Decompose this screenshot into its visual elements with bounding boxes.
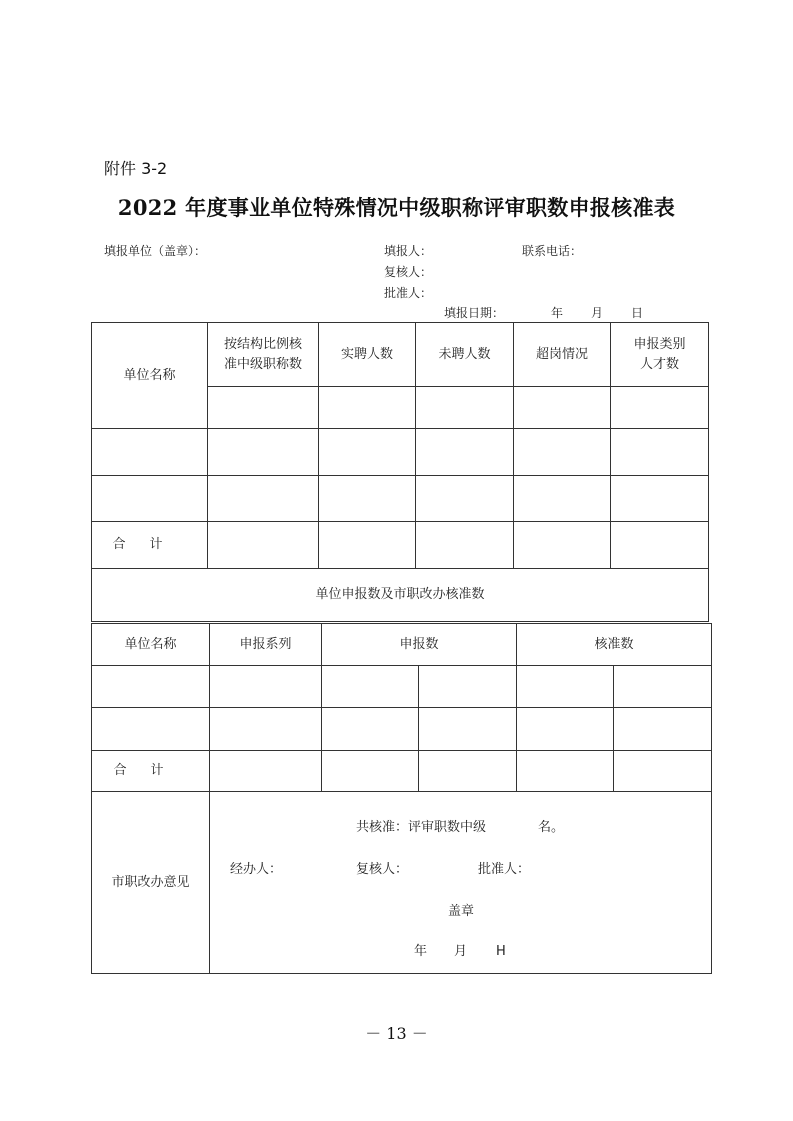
table-cell[interactable] xyxy=(419,708,517,751)
page-number: － 13 － xyxy=(365,1024,428,1043)
header-unit-name: 单位名称 xyxy=(92,323,208,429)
table-cell[interactable] xyxy=(322,666,419,708)
date-month: 月 xyxy=(591,306,604,320)
table-cell[interactable] xyxy=(614,708,712,751)
table-cell[interactable] xyxy=(611,429,709,476)
table-cell[interactable] xyxy=(419,751,517,792)
table-cell[interactable] xyxy=(614,751,712,792)
total-row xyxy=(92,522,709,569)
table-cell[interactable] xyxy=(416,476,514,522)
table-cell[interactable] xyxy=(92,476,208,522)
table-cell[interactable] xyxy=(614,666,712,708)
table-cell[interactable] xyxy=(514,387,611,429)
page-title: 2022 年度事业单位特殊情况中级职称评审职数申报核准表 xyxy=(117,195,676,220)
reviewer-label: 复核人： xyxy=(384,265,433,279)
table-cell[interactable] xyxy=(416,429,514,476)
table-cell[interactable] xyxy=(611,387,709,429)
table-cell[interactable] xyxy=(517,751,614,792)
date-year: 年 xyxy=(551,306,564,320)
op-day: H xyxy=(496,944,506,959)
table-cell[interactable] xyxy=(611,476,709,522)
table-cell[interactable] xyxy=(319,522,416,569)
table-cell[interactable] xyxy=(210,708,322,751)
opinion-area xyxy=(210,792,712,974)
table-cell[interactable] xyxy=(322,708,419,751)
table-row xyxy=(92,708,712,751)
header-unhired: 未聘人数 xyxy=(416,323,514,387)
table-cell[interactable] xyxy=(419,666,517,708)
table-row xyxy=(92,476,709,522)
table-row xyxy=(92,429,709,476)
table-cell[interactable] xyxy=(517,666,614,708)
table-cell[interactable] xyxy=(416,387,514,429)
handler-label: 经办人： xyxy=(230,862,283,877)
approved-count-suffix: 名。 xyxy=(538,820,565,835)
header-unit-name-2: 单位名称 xyxy=(92,624,210,666)
table-cell[interactable] xyxy=(322,751,419,792)
op-approver-label: 批准人： xyxy=(478,862,531,877)
total-label: 合计 xyxy=(92,522,208,569)
table-cell[interactable] xyxy=(210,666,322,708)
table-row xyxy=(92,666,712,708)
table-cell[interactable] xyxy=(208,522,319,569)
table-cell[interactable] xyxy=(92,708,210,751)
header-over-post: 超岗情况 xyxy=(514,323,611,387)
date-label: 填报日期： xyxy=(444,306,505,320)
table-cell[interactable] xyxy=(92,666,210,708)
opinion-label: 市职改办意见 xyxy=(92,792,210,974)
table-cell[interactable] xyxy=(517,708,614,751)
table-cell[interactable] xyxy=(416,522,514,569)
table-cell[interactable] xyxy=(208,429,319,476)
approved-count-prefix: 共核准：评审职数中级 xyxy=(356,820,487,835)
table-cell[interactable] xyxy=(514,522,611,569)
op-month: 月 xyxy=(454,944,468,959)
filler-label: 填报人： xyxy=(384,244,433,258)
table-cell[interactable] xyxy=(319,429,416,476)
table-cell[interactable] xyxy=(208,387,319,429)
table-cell[interactable] xyxy=(92,429,208,476)
header-special-talent: 申报类别人才数 xyxy=(611,323,709,387)
table-cell[interactable] xyxy=(611,522,709,569)
header-structure-ratio: 按结构比例核准中级职称数 xyxy=(208,323,319,387)
header-approved: 核准数 xyxy=(517,624,712,666)
attachment-label: 附件 3-2 xyxy=(104,159,168,178)
date-day: 日 xyxy=(631,306,644,320)
table-cell[interactable] xyxy=(319,387,416,429)
header-series: 申报系列 xyxy=(210,624,322,666)
unit-label: 填报单位（盖章）： xyxy=(104,244,207,258)
table-cell[interactable] xyxy=(514,429,611,476)
header-declared: 申报数 xyxy=(322,624,517,666)
op-year: 年 xyxy=(414,944,428,959)
header-hired: 实聘人数 xyxy=(319,323,416,387)
table-cell[interactable] xyxy=(319,476,416,522)
op-reviewer-label: 复核人： xyxy=(356,862,409,877)
table-cell[interactable] xyxy=(514,476,611,522)
position-table xyxy=(91,322,709,622)
total-row xyxy=(92,751,712,792)
approver-label: 批准人： xyxy=(384,286,433,300)
total-label-2: 合计 xyxy=(92,751,210,792)
stamp-label: 盖章 xyxy=(448,904,475,919)
table-cell[interactable] xyxy=(208,476,319,522)
approval-table xyxy=(91,623,712,974)
table-cell[interactable] xyxy=(210,751,322,792)
section-title: 单位申报数及市职改办核准数 xyxy=(92,569,709,622)
phone-label: 联系电话： xyxy=(522,244,583,258)
